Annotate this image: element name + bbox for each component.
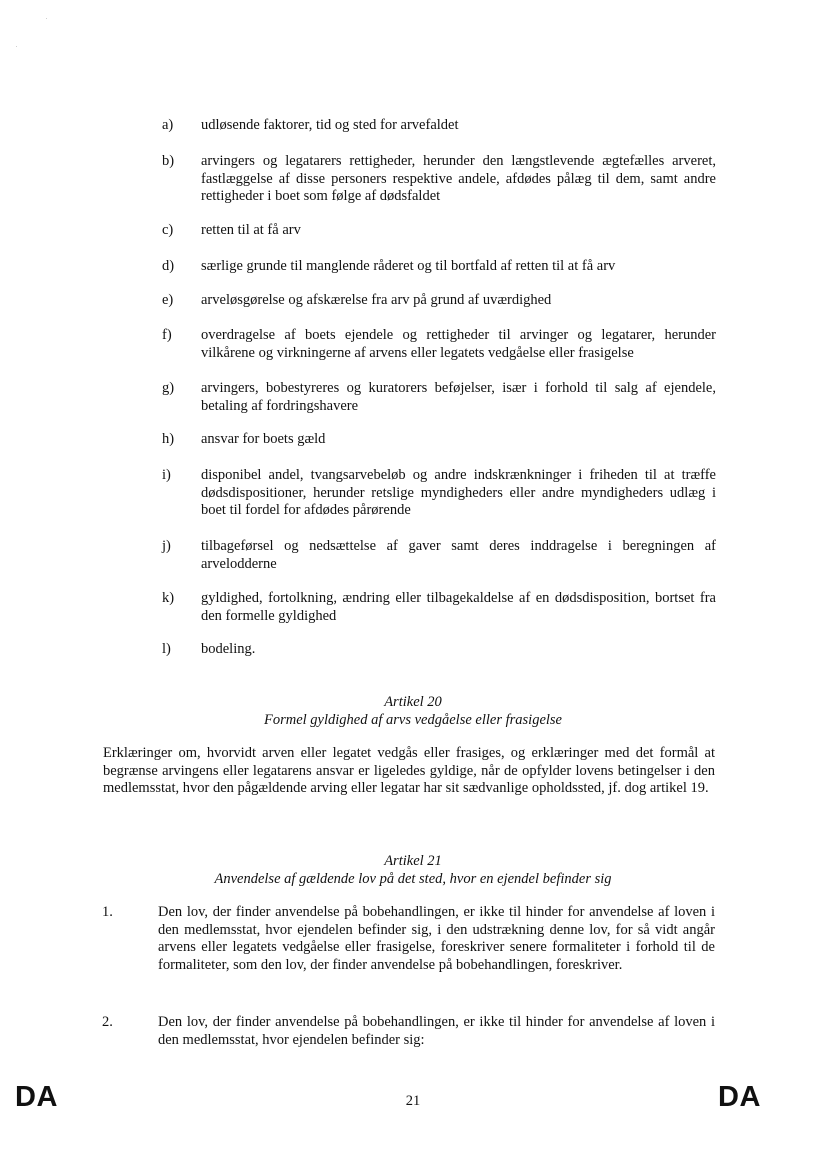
list-text: arveløsgørelse og afskærelse fra arv på grund af uværdighed (201, 292, 552, 308)
list-text: arvingers og legatarers rettigheder, herunder den længstlevende ægtefælles arveret, fastlæggelse af disse personers respektive andele, afdødes pålæg til dem, samt andre rettigheder i boet som følge af dødsfaldet (201, 153, 716, 204)
language-code-right: DA (718, 1081, 761, 1113)
list-text: bodeling. (201, 641, 256, 657)
article-20-number: Artikel 20 (384, 694, 442, 710)
scan-speck (16, 46, 17, 47)
scan-speck (46, 18, 47, 19)
list-marker: f) (162, 327, 172, 343)
list-marker: a) (162, 117, 174, 133)
list-marker: j) (162, 538, 171, 554)
article-21-number: Artikel 21 (384, 853, 442, 869)
list-marker: g) (162, 380, 175, 396)
list-marker: k) (162, 590, 175, 606)
list-text: gyldighed, fortolkning, ændring eller tilbagekaldelse af en dødsdisposition, bortset fra den formelle gyldighed (201, 590, 716, 624)
list-marker: e) (162, 292, 174, 308)
list-marker: d) (162, 258, 175, 274)
list-text: disponibel andel, tvangsarvebeløb og andre indskrænkninger i friheden til at træffe dødsdispositioner, herunder retslige myndigheders eller andre myndigheders udlæg i boet til fordel for afdødes pårørende (201, 467, 716, 518)
list-marker: h) (162, 431, 175, 447)
list-marker: b) (162, 153, 175, 169)
article-21-title: Anvendelse af gældende lov på det sted, hvor en ejendel befinder sig (214, 871, 612, 887)
article-20-body: Erklæringer om, hvorvidt arven eller legatet vedgås eller frasiges, og erklæringer med det formål at begrænse arvingens eller legatarens ansvar er ligeledes gyldige, når de opfylder lovens betingelser i den medlemsstat, hvor den pågældende arving eller legatar har sit sædvanlige opholdssted, jf. dog artikel 19. (103, 745, 715, 796)
numbered-text: Den lov, der finder anvendelse på bobehandlingen, er ikke til hinder for anvendelse af loven i den medlemsstat, hvor ejendelen befinder sig: (158, 1014, 715, 1048)
list-marker: c) (162, 222, 174, 238)
list-text: overdragelse af boets ejendele og rettigheder til arvinger og legatarer, herunder vilkårene og virkningerne af arvens eller legatets vedgåelse eller frasigelse (201, 327, 716, 361)
numbered-text: Den lov, der finder anvendelse på bobehandlingen, er ikke til hinder for anvendelse af loven i den medlemsstat, hvor ejendelen befinder sig, i den udstrækning denne lov, for så vidt angår arvens eller legatets vedgåelse eller frasigelse, foreskriver senere formaliteter i forhold til de formaliteter, som den lov, der finder anvendelse på bobehandlingen, foreskriver. (158, 904, 715, 973)
numbered-marker: 1. (102, 904, 113, 920)
list-text: udløsende faktorer, tid og sted for arvefaldet (201, 117, 459, 133)
list-marker: i) (162, 467, 171, 483)
list-marker: l) (162, 641, 171, 657)
numbered-marker: 2. (102, 1014, 113, 1030)
list-text: særlige grunde til manglende råderet og til bortfald af retten til at få arv (201, 258, 616, 274)
list-text: retten til at få arv (201, 222, 301, 238)
list-text: arvingers, bobestyreres og kuratorers beføjelser, især i forhold til salg af ejendele, betaling af fordringshavere (201, 380, 716, 414)
list-text: tilbageførsel og nedsættelse af gaver samt deres inddragelse i beregningen af arvelodderne (201, 538, 716, 572)
language-code-left: DA (15, 1081, 58, 1113)
page-number: 21 (405, 1093, 421, 1109)
article-20-title: Formel gyldighed af arvs vedgåelse eller frasigelse (264, 712, 562, 728)
list-text: ansvar for boets gæld (201, 431, 326, 447)
